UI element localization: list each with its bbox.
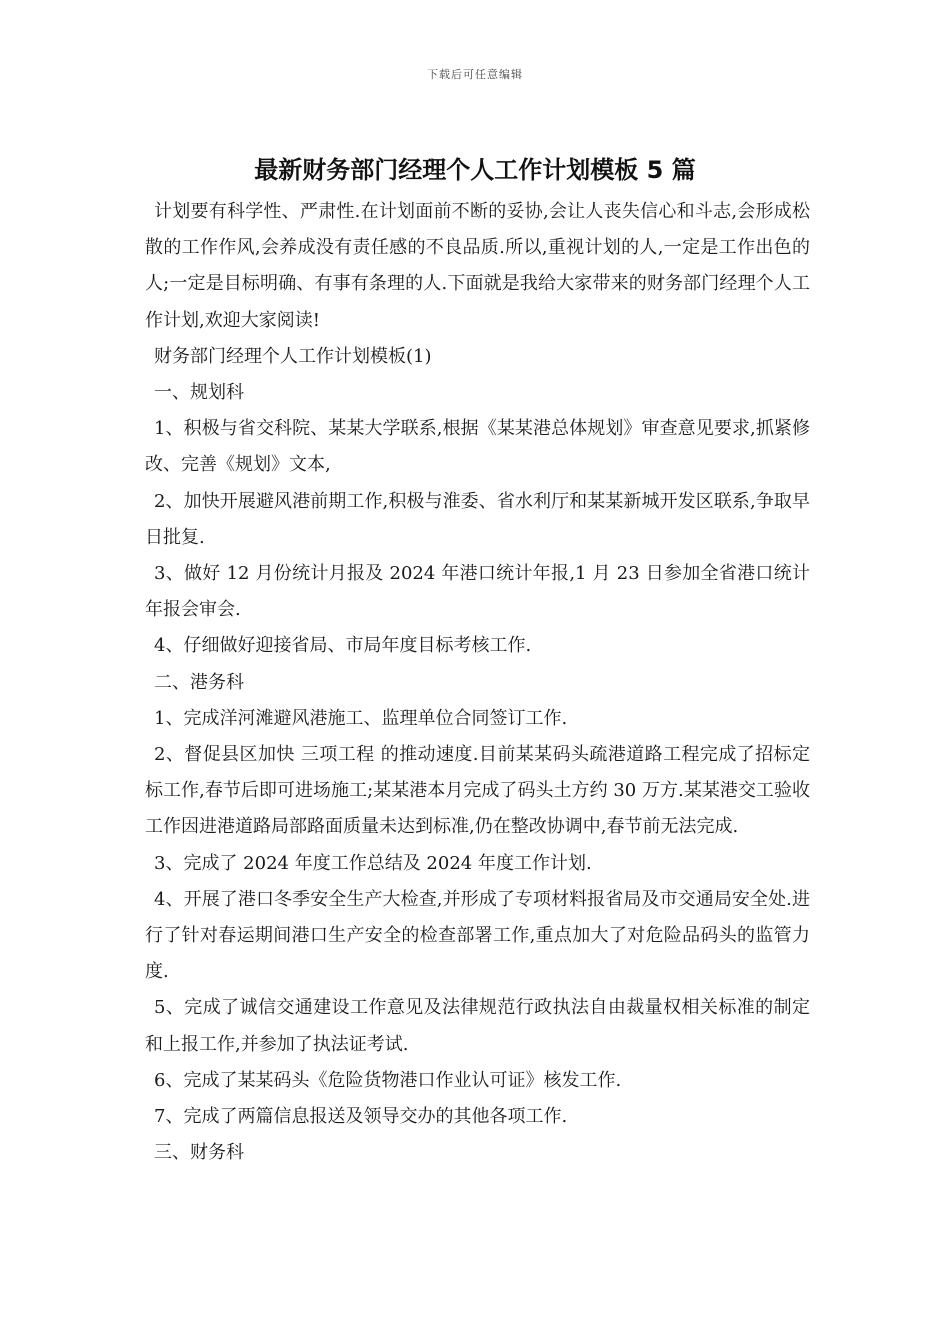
list-item: 2、督促县区加快 三项工程 的推动速度.目前某某码头疏港道路工程完成了招标定标工作,春节后即可进场施工;某某港本月完成了码头土方约 30 万方.某某港交工验收工作因进港道路局部路面质量未达到标准,仍在整改协调中,春节前无法完成.: [145, 744, 810, 838]
list-item: 1、完成洋河滩避风港施工、监理单位合同签订工作.: [154, 707, 568, 729]
list-item: 3、做好 12 月份统计月报及 2024 年港口统计年报,1 月 23 日参加全省港口统计年报会审会.: [145, 563, 810, 621]
section-heading: 财务部门经理个人工作计划模板(1): [154, 345, 432, 367]
document-body: [145, 194, 810, 1171]
subsection-heading: 二、港务科: [154, 671, 244, 693]
list-item: 2、加快开展避风港前期工作,积极与淮委、省水利厅和某某新城开发区联系,争取早日批复.: [145, 490, 810, 548]
subsection-heading: 三、财务科: [154, 1142, 244, 1164]
list-item: 5、完成了诚信交通建设工作意见及法律规范行政执法自由裁量权相关标准的制定和上报工作,并参加了执法证考试.: [145, 997, 810, 1055]
list-item: 3、完成了 2024 年度工作总结及 2024 年度工作计划.: [154, 852, 592, 874]
list-item: 7、完成了两篇信息报送及领导交办的其他各项工作.: [154, 1106, 568, 1128]
list-item: 1、积极与省交科院、某某大学联系,根据《某某港总体规划》审查意见要求,抓紧修改、完善《规划》文本,: [145, 418, 810, 476]
subsection-heading: 一、规划科: [154, 382, 244, 404]
document-title: 最新财务部门经理个人工作计划模板 5 篇: [254, 156, 696, 184]
list-item: 4、开展了港口冬季安全生产大检查,并形成了专项材料报省局及市交通局安全处.进行了针对春运期间港口生产安全的检查部署工作,重点加大了对危险品码头的监管力度.: [145, 888, 810, 983]
list-item: 4、仔细做好迎接省局、市局年度目标考核工作.: [154, 635, 532, 657]
list-item: 6、完成了某某码头《危险货物港口作业认可证》核发工作.: [154, 1069, 622, 1091]
intro-paragraph: 计划要有科学性、严肃性.在计划面前不断的妥协,会让人丧失信心和斗志,会形成松散的工作作风,会养成没有责任感的不良品质.所以,重视计划的人,一定是工作出色的人;一定是目标明确、有事有条理的人.下面就是我给大家带来的财务部门经理个人工作计划,欢迎大家阅读!: [145, 201, 810, 331]
page-header-note: 下载后可任意编辑: [427, 68, 523, 81]
